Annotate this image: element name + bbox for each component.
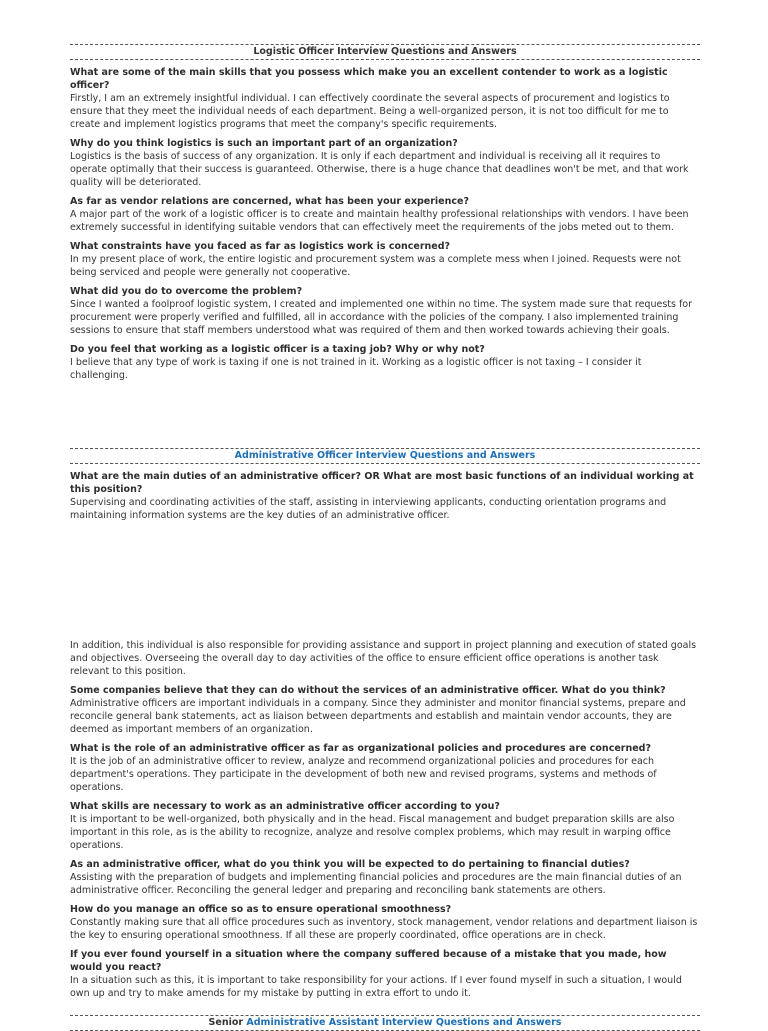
qa-item [70, 742, 700, 794]
question: What did you do to overcome the problem? [70, 286, 303, 297]
section-header-senior-admin-assistant [70, 1015, 700, 1031]
section-header-administrative-officer[interactable]: Administrative Officer Interview Questions and Answers [70, 448, 700, 464]
question: What skills are necessary to work as an administrative officer according to you? [70, 801, 500, 812]
answer: It is the job of an administrative officer to review, analyze and recommend organizational policies and procedures for each department's operations. They participate in the development of both new and revised programs, systems and methods of operations. [70, 756, 657, 793]
qa-item [70, 285, 700, 337]
qa-item [70, 800, 700, 852]
header-link[interactable]: Administrative Assistant Interview Questions and Answers [246, 1017, 562, 1028]
qa-item [70, 137, 700, 189]
answer-continuation: In addition, this individual is also responsible for providing assistance and support in project planning and execution of stated goals and objectives. Overseeing the overall day to day activities of the office to ensure efficient office operations is another task relevant to this position. [70, 640, 697, 677]
question: As an administrative officer, what do you think you will be expected to do pertaining to financial duties? [70, 859, 630, 870]
qa-item [70, 684, 700, 736]
qa-item [70, 240, 700, 279]
answer: Since I wanted a foolproof logistic system, I created and implemented one within no time. The system made sure that requests for procurement were properly verified and fulfilled, all in accordance with the policies of the company. I also implemented training sessions to ensure that staff members understood what was required of them and then worked towards achieving their goals. [70, 299, 693, 336]
qa-item [70, 858, 700, 897]
qa-item [70, 66, 700, 131]
qa-item [70, 948, 700, 1000]
qa-item [70, 343, 700, 382]
qa-item [70, 470, 700, 522]
question: Do you feel that working as a logistic officer is a taxing job? Why or why not? [70, 344, 485, 355]
answer: Administrative officers are important individuals in a company. Since they administer and monitor financial systems, prepare and reconcile general bank statements, act as liaison between departments and establish and maintain vendor accounts, they are deemed as important members of an organization. [70, 698, 686, 735]
qa-item [70, 195, 700, 234]
answer: In my present place of work, the entire logistic and procurement system was a complete mess when I joined. Requests were not being serviced and people were generally not cooperative. [70, 254, 681, 278]
question: Some companies believe that they can do without the services of an administrative officer. What do you think? [70, 685, 666, 696]
question: What constraints have you faced as far as logistics work is concerned? [70, 241, 451, 252]
administrative-officer-section [70, 448, 700, 522]
header-prefix: Senior [208, 1017, 244, 1028]
administrative-officer-continued [70, 639, 700, 1000]
question: What is the role of an administrative officer as far as organizational policies and procedures are concerned? [70, 743, 651, 754]
answer: Logistics is the basis of success of any organization. It is only if each department and individual is receiving all it requires to operate optimally that their success is guaranteed. Otherwise, there is a huge chance that deadlines won't be met, and that work quality will be deteriorated. [70, 151, 689, 188]
answer: In a situation such as this, it is important to take responsibility for your actions. If I ever found myself in such a situation, I would own up and try to make amends for my mistake by putting in extra effort to undo it. [70, 975, 682, 999]
question: If you ever found yourself in a situation where the company suffered because of a mistake that you made, how would you react? [70, 949, 667, 973]
question: What are some of the main skills that you possess which make you an excellent contender to work as a logistic officer? [70, 67, 668, 91]
question: How do you manage an office so as to ensure operational smoothness? [70, 904, 452, 915]
logistic-officer-section [70, 44, 700, 382]
answer: It is important to be well-organized, both physically and in the head. Fiscal management and budget preparation skills are also important in this role, as is the ability to recognize, analyze and resolve complex problems, which may result in warping office operations. [70, 814, 675, 851]
answer: Supervising and coordinating activities of the staff, assisting in interviewing applicants, conducting orientation programs and maintaining information systems are the key duties of an administrative officer. [70, 497, 667, 521]
answer: Constantly making sure that all office procedures such as inventory, stock management, vendor relations and department liaison is the key to ensuring operational smoothness. If all these are properly coordinated, office operations are in check. [70, 917, 698, 941]
question: What are the main duties of an administrative officer? OR What are most basic functions of an individual working at this position? [70, 471, 694, 495]
qa-item [70, 903, 700, 942]
answer: Assisting with the preparation of budgets and implementing financial policies and procedures are the main financial duties of an administrative officer. Reconciling the general ledger and preparing and reconciling bank statements are others. [70, 872, 682, 896]
answer: Firstly, I am an extremely insightful individual. I can effectively coordinate the several aspects of procurement and logistics to ensure that they meet the individual needs of each department. Being a well-organized person, it is not too difficult for me to create and implement logistics programs that meet the company's specific requirements. [70, 93, 670, 130]
section-header-logistic-officer: Logistic Officer Interview Questions and Answers [70, 44, 700, 60]
senior-admin-assistant-section [70, 1015, 700, 1031]
answer: I believe that any type of work is taxing if one is not trained in it. Working as a logistic officer is not taxing – I consider it challenging. [70, 357, 642, 381]
question: As far as vendor relations are concerned, what has been your experience? [70, 196, 469, 207]
answer: A major part of the work of a logistic officer is to create and maintain healthy professional relationships with vendors. I have been extremely successful in identifying suitable vendors that can effectively meet the requirements of the jobs meted out to them. [70, 209, 689, 233]
question: Why do you think logistics is such an important part of an organization? [70, 138, 458, 149]
